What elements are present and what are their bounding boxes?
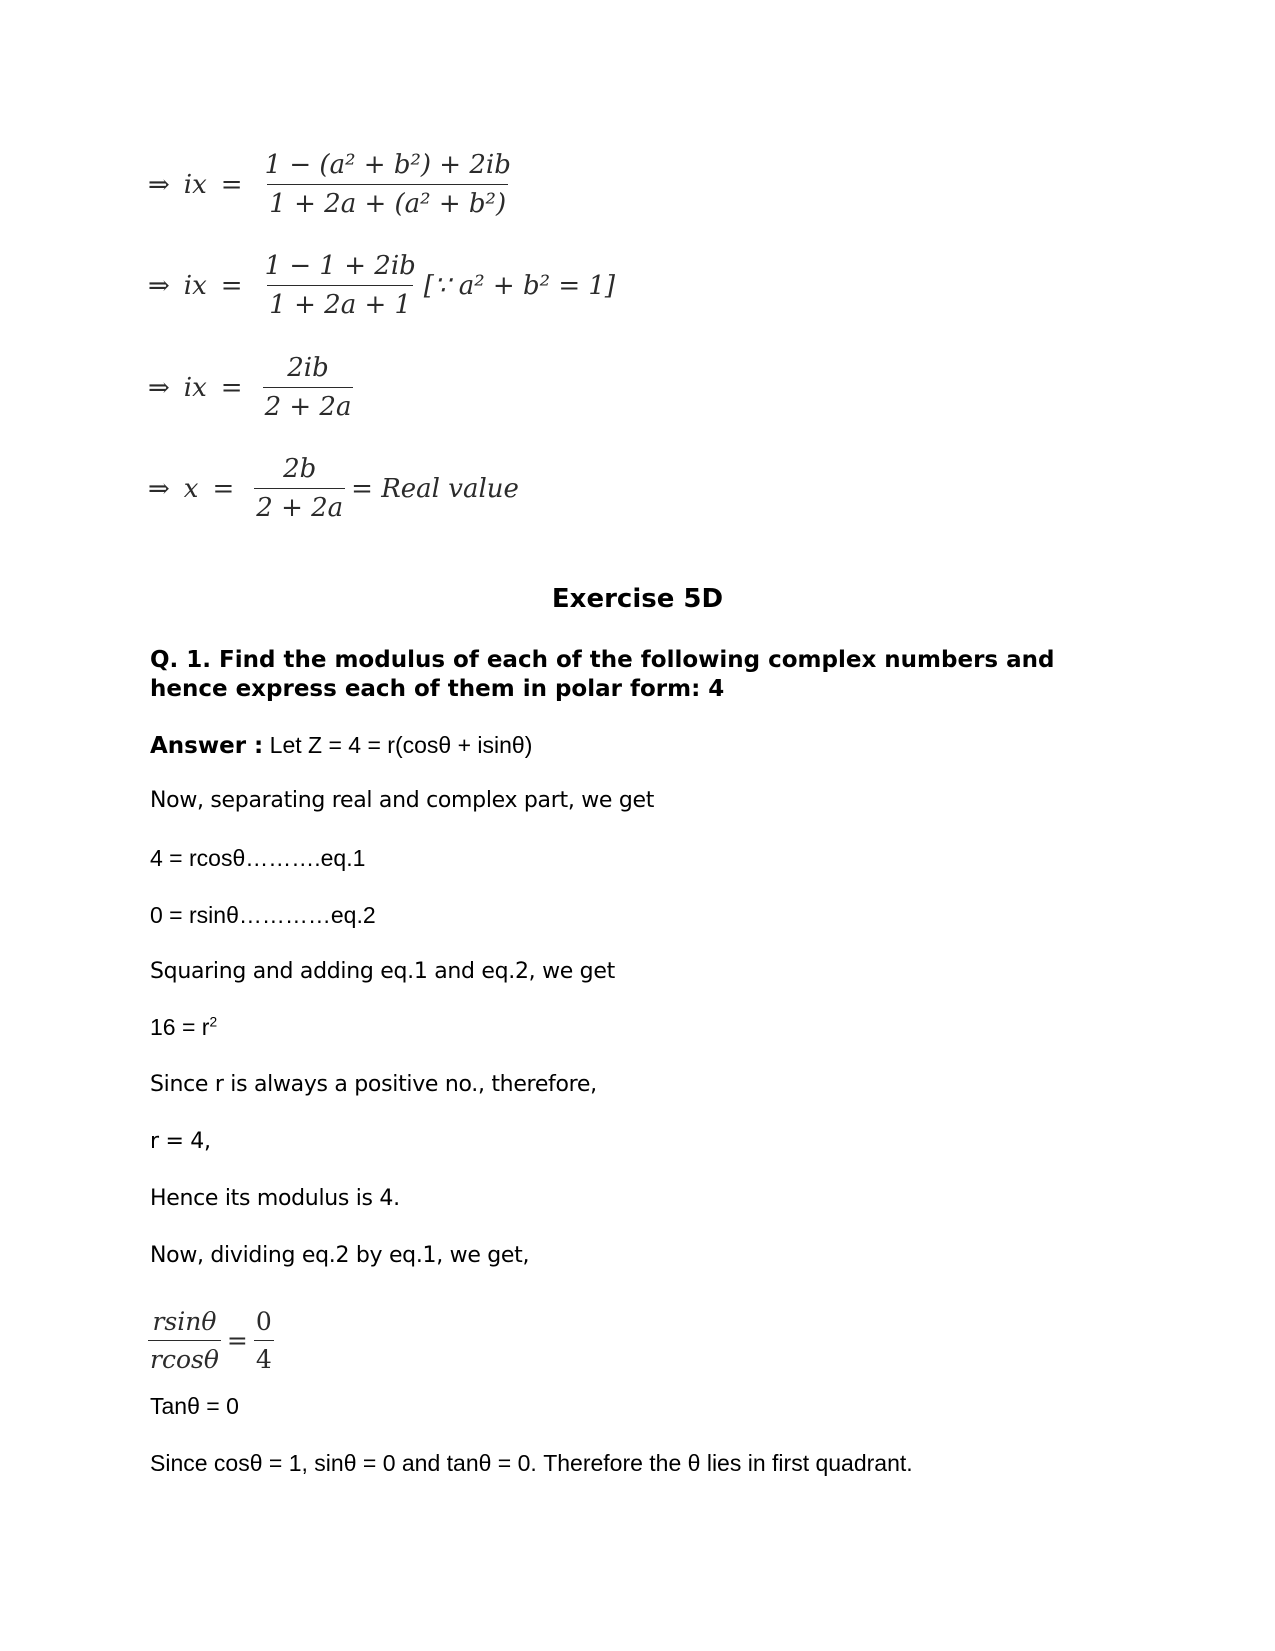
equation-line: Tanθ = 0 xyxy=(150,1393,239,1419)
equation-rhs: = Real value xyxy=(351,473,519,504)
equation-lhs: ix xyxy=(183,169,207,200)
equals-sign: = xyxy=(220,270,243,301)
equals-sign: = xyxy=(212,473,235,504)
numerator: 1 − (a² + b²) + 2ib xyxy=(264,150,511,180)
equation-2 xyxy=(148,251,615,320)
equation-base: 16 = r xyxy=(150,1014,210,1040)
exponent: 2 xyxy=(209,1014,218,1030)
implies-arrow: ⇒ xyxy=(148,270,170,301)
numerator: 2ib xyxy=(287,353,329,383)
fraction xyxy=(263,251,418,320)
ratio-equation xyxy=(148,1307,280,1374)
equation-lhs: ix xyxy=(183,270,207,301)
fraction xyxy=(263,150,513,219)
equation-line: 0 = rsinθ…………eq.2 xyxy=(150,902,376,928)
answer-line xyxy=(150,732,532,759)
exercise-heading: Exercise 5D xyxy=(551,584,724,614)
equation-line: 4 = rcosθ……….eq.1 xyxy=(150,845,366,871)
answer-text: Let Z = 4 = r(cosθ + isinθ) xyxy=(263,732,533,758)
equation-line xyxy=(150,1014,217,1041)
condition-note: [∵ a² + b² = 1] xyxy=(423,270,616,301)
question-text: Q. 1. Find the modulus of each of the following complex numbers and hence express each of them in polar form: 4 xyxy=(150,647,1055,702)
equation-3 xyxy=(148,353,359,422)
numerator: 2b xyxy=(283,454,317,484)
answer-label: Answer : xyxy=(150,733,264,759)
equation-lhs: x xyxy=(183,473,199,504)
numerator: 1 − 1 + 2ib xyxy=(264,251,416,281)
text-line: Now, dividing eq.2 by eq.1, we get, xyxy=(150,1243,530,1268)
implies-arrow: ⇒ xyxy=(148,473,170,504)
denominator: 4 xyxy=(254,1340,274,1374)
denominator: rcosθ xyxy=(148,1340,221,1374)
equation-4 xyxy=(148,454,519,523)
fraction xyxy=(254,1307,274,1374)
implies-arrow: ⇒ xyxy=(148,169,170,200)
denominator: 2 + 2a xyxy=(263,387,354,422)
text-line: Now, separating real and complex part, we get xyxy=(150,788,655,813)
equals-sign: = xyxy=(220,169,243,200)
numerator: rsinθ xyxy=(152,1307,217,1336)
denominator: 1 + 2a + 1 xyxy=(267,285,413,320)
equals-sign: = xyxy=(220,372,243,403)
denominator: 2 + 2a xyxy=(254,488,345,523)
text-line: Since cosθ = 1, sinθ = 0 and tanθ = 0. Therefore the θ lies in first quadrant. xyxy=(150,1450,913,1476)
fraction xyxy=(148,1307,221,1374)
numerator: 0 xyxy=(255,1307,272,1336)
equals-sign: = xyxy=(226,1326,248,1355)
text-line: Squaring and adding eq.1 and eq.2, we get xyxy=(150,959,615,984)
fraction xyxy=(254,454,345,523)
text-line: Hence its modulus is 4. xyxy=(150,1186,400,1211)
fraction xyxy=(263,353,354,422)
equation-lhs: ix xyxy=(183,372,207,403)
implies-arrow: ⇒ xyxy=(148,372,170,403)
equation-1 xyxy=(148,150,519,219)
text-line: Since r is always a positive no., therefore, xyxy=(150,1072,597,1097)
text-line: r = 4, xyxy=(150,1129,211,1154)
denominator: 1 + 2a + (a² + b²) xyxy=(267,184,508,219)
